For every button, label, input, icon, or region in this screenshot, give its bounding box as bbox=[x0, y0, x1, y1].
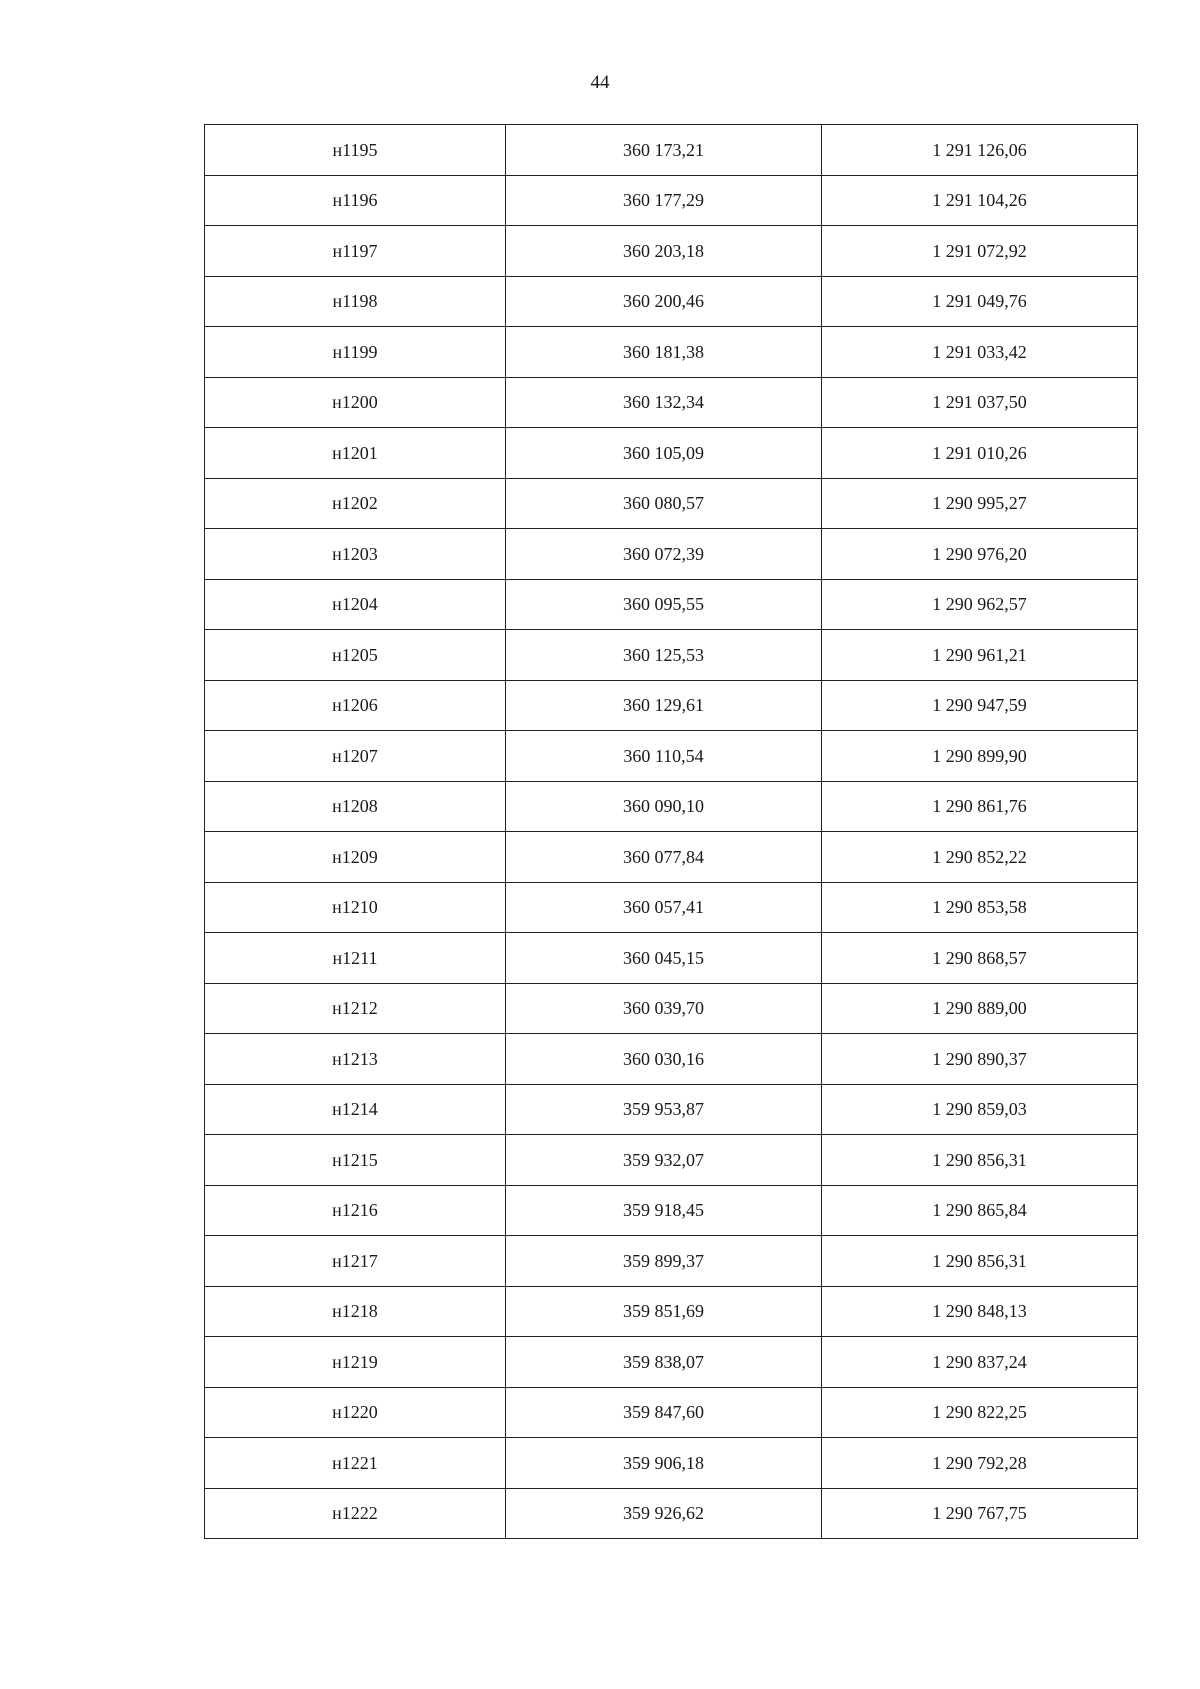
table-row bbox=[205, 1135, 1138, 1186]
point-id-cell: н1217 bbox=[205, 1236, 506, 1287]
y-coordinate-cell: 1 291 033,42 bbox=[822, 327, 1138, 378]
point-id-cell: н1213 bbox=[205, 1034, 506, 1085]
y-coordinate-cell: 1 290 995,27 bbox=[822, 478, 1138, 529]
point-id-cell: н1198 bbox=[205, 276, 506, 327]
point-id-cell: н1199 bbox=[205, 327, 506, 378]
table-row bbox=[205, 731, 1138, 782]
point-id-cell: н1211 bbox=[205, 933, 506, 984]
y-coordinate-cell: 1 290 767,75 bbox=[822, 1488, 1138, 1539]
point-id-cell: н1222 bbox=[205, 1488, 506, 1539]
x-coordinate-cell: 359 918,45 bbox=[506, 1185, 822, 1236]
x-coordinate-cell: 360 129,61 bbox=[506, 680, 822, 731]
table-row bbox=[205, 832, 1138, 883]
y-coordinate-cell: 1 291 104,26 bbox=[822, 175, 1138, 226]
table-row bbox=[205, 478, 1138, 529]
table-row bbox=[205, 579, 1138, 630]
x-coordinate-cell: 360 173,21 bbox=[506, 125, 822, 176]
table-row bbox=[205, 226, 1138, 277]
table-row bbox=[205, 1438, 1138, 1489]
table-row bbox=[205, 1185, 1138, 1236]
point-id-cell: н1208 bbox=[205, 781, 506, 832]
y-coordinate-cell: 1 290 852,22 bbox=[822, 832, 1138, 883]
point-id-cell: н1197 bbox=[205, 226, 506, 277]
y-coordinate-cell: 1 290 889,00 bbox=[822, 983, 1138, 1034]
table-row bbox=[205, 1337, 1138, 1388]
y-coordinate-cell: 1 290 792,28 bbox=[822, 1438, 1138, 1489]
x-coordinate-cell: 360 090,10 bbox=[506, 781, 822, 832]
y-coordinate-cell: 1 290 822,25 bbox=[822, 1387, 1138, 1438]
page-number: 44 bbox=[590, 72, 610, 93]
x-coordinate-cell: 360 039,70 bbox=[506, 983, 822, 1034]
point-id-cell: н1221 bbox=[205, 1438, 506, 1489]
y-coordinate-cell: 1 290 837,24 bbox=[822, 1337, 1138, 1388]
x-coordinate-cell: 360 077,84 bbox=[506, 832, 822, 883]
y-coordinate-cell: 1 290 976,20 bbox=[822, 529, 1138, 580]
table-row bbox=[205, 1488, 1138, 1539]
y-coordinate-cell: 1 291 072,92 bbox=[822, 226, 1138, 277]
table-row bbox=[205, 933, 1138, 984]
table-row bbox=[205, 680, 1138, 731]
x-coordinate-cell: 360 110,54 bbox=[506, 731, 822, 782]
y-coordinate-cell: 1 290 962,57 bbox=[822, 579, 1138, 630]
point-id-cell: н1210 bbox=[205, 882, 506, 933]
x-coordinate-cell: 359 926,62 bbox=[506, 1488, 822, 1539]
point-id-cell: н1204 bbox=[205, 579, 506, 630]
x-coordinate-cell: 360 125,53 bbox=[506, 630, 822, 681]
y-coordinate-cell: 1 290 899,90 bbox=[822, 731, 1138, 782]
y-coordinate-cell: 1 290 868,57 bbox=[822, 933, 1138, 984]
y-coordinate-cell: 1 290 865,84 bbox=[822, 1185, 1138, 1236]
point-id-cell: н1195 bbox=[205, 125, 506, 176]
y-coordinate-cell: 1 290 947,59 bbox=[822, 680, 1138, 731]
y-coordinate-cell: 1 290 861,76 bbox=[822, 781, 1138, 832]
table-row bbox=[205, 1034, 1138, 1085]
x-coordinate-cell: 359 851,69 bbox=[506, 1286, 822, 1337]
y-coordinate-cell: 1 290 848,13 bbox=[822, 1286, 1138, 1337]
point-id-cell: н1209 bbox=[205, 832, 506, 883]
point-id-cell: н1212 bbox=[205, 983, 506, 1034]
point-id-cell: н1202 bbox=[205, 478, 506, 529]
point-id-cell: н1215 bbox=[205, 1135, 506, 1186]
x-coordinate-cell: 359 906,18 bbox=[506, 1438, 822, 1489]
point-id-cell: н1207 bbox=[205, 731, 506, 782]
coordinates-table-body bbox=[205, 125, 1138, 1539]
point-id-cell: н1205 bbox=[205, 630, 506, 681]
x-coordinate-cell: 360 200,46 bbox=[506, 276, 822, 327]
y-coordinate-cell: 1 291 126,06 bbox=[822, 125, 1138, 176]
x-coordinate-cell: 360 057,41 bbox=[506, 882, 822, 933]
table-row bbox=[205, 276, 1138, 327]
point-id-cell: н1201 bbox=[205, 428, 506, 479]
table-row bbox=[205, 1286, 1138, 1337]
table-row bbox=[205, 529, 1138, 580]
x-coordinate-cell: 359 838,07 bbox=[506, 1337, 822, 1388]
point-id-cell: н1216 bbox=[205, 1185, 506, 1236]
x-coordinate-cell: 360 080,57 bbox=[506, 478, 822, 529]
point-id-cell: н1206 bbox=[205, 680, 506, 731]
y-coordinate-cell: 1 291 049,76 bbox=[822, 276, 1138, 327]
x-coordinate-cell: 360 132,34 bbox=[506, 377, 822, 428]
y-coordinate-cell: 1 290 853,58 bbox=[822, 882, 1138, 933]
x-coordinate-cell: 360 030,16 bbox=[506, 1034, 822, 1085]
point-id-cell: н1203 bbox=[205, 529, 506, 580]
table-row bbox=[205, 1236, 1138, 1287]
table-row bbox=[205, 1387, 1138, 1438]
point-id-cell: н1219 bbox=[205, 1337, 506, 1388]
x-coordinate-cell: 359 847,60 bbox=[506, 1387, 822, 1438]
point-id-cell: н1200 bbox=[205, 377, 506, 428]
x-coordinate-cell: 360 203,18 bbox=[506, 226, 822, 277]
table-row bbox=[205, 630, 1138, 681]
table-row bbox=[205, 1084, 1138, 1135]
y-coordinate-cell: 1 291 010,26 bbox=[822, 428, 1138, 479]
table-row bbox=[205, 377, 1138, 428]
x-coordinate-cell: 359 899,37 bbox=[506, 1236, 822, 1287]
y-coordinate-cell: 1 290 859,03 bbox=[822, 1084, 1138, 1135]
point-id-cell: н1220 bbox=[205, 1387, 506, 1438]
table-row bbox=[205, 428, 1138, 479]
table-row bbox=[205, 983, 1138, 1034]
x-coordinate-cell: 360 181,38 bbox=[506, 327, 822, 378]
x-coordinate-cell: 360 177,29 bbox=[506, 175, 822, 226]
x-coordinate-cell: 360 045,15 bbox=[506, 933, 822, 984]
y-coordinate-cell: 1 291 037,50 bbox=[822, 377, 1138, 428]
x-coordinate-cell: 360 072,39 bbox=[506, 529, 822, 580]
x-coordinate-cell: 360 105,09 bbox=[506, 428, 822, 479]
y-coordinate-cell: 1 290 890,37 bbox=[822, 1034, 1138, 1085]
x-coordinate-cell: 359 953,87 bbox=[506, 1084, 822, 1135]
coordinates-table bbox=[204, 124, 1138, 1539]
table-row bbox=[205, 327, 1138, 378]
point-id-cell: н1196 bbox=[205, 175, 506, 226]
table-row bbox=[205, 175, 1138, 226]
x-coordinate-cell: 359 932,07 bbox=[506, 1135, 822, 1186]
y-coordinate-cell: 1 290 856,31 bbox=[822, 1135, 1138, 1186]
x-coordinate-cell: 360 095,55 bbox=[506, 579, 822, 630]
y-coordinate-cell: 1 290 961,21 bbox=[822, 630, 1138, 681]
point-id-cell: н1218 bbox=[205, 1286, 506, 1337]
point-id-cell: н1214 bbox=[205, 1084, 506, 1135]
table-row bbox=[205, 125, 1138, 176]
table-row bbox=[205, 882, 1138, 933]
y-coordinate-cell: 1 290 856,31 bbox=[822, 1236, 1138, 1287]
table-row bbox=[205, 781, 1138, 832]
